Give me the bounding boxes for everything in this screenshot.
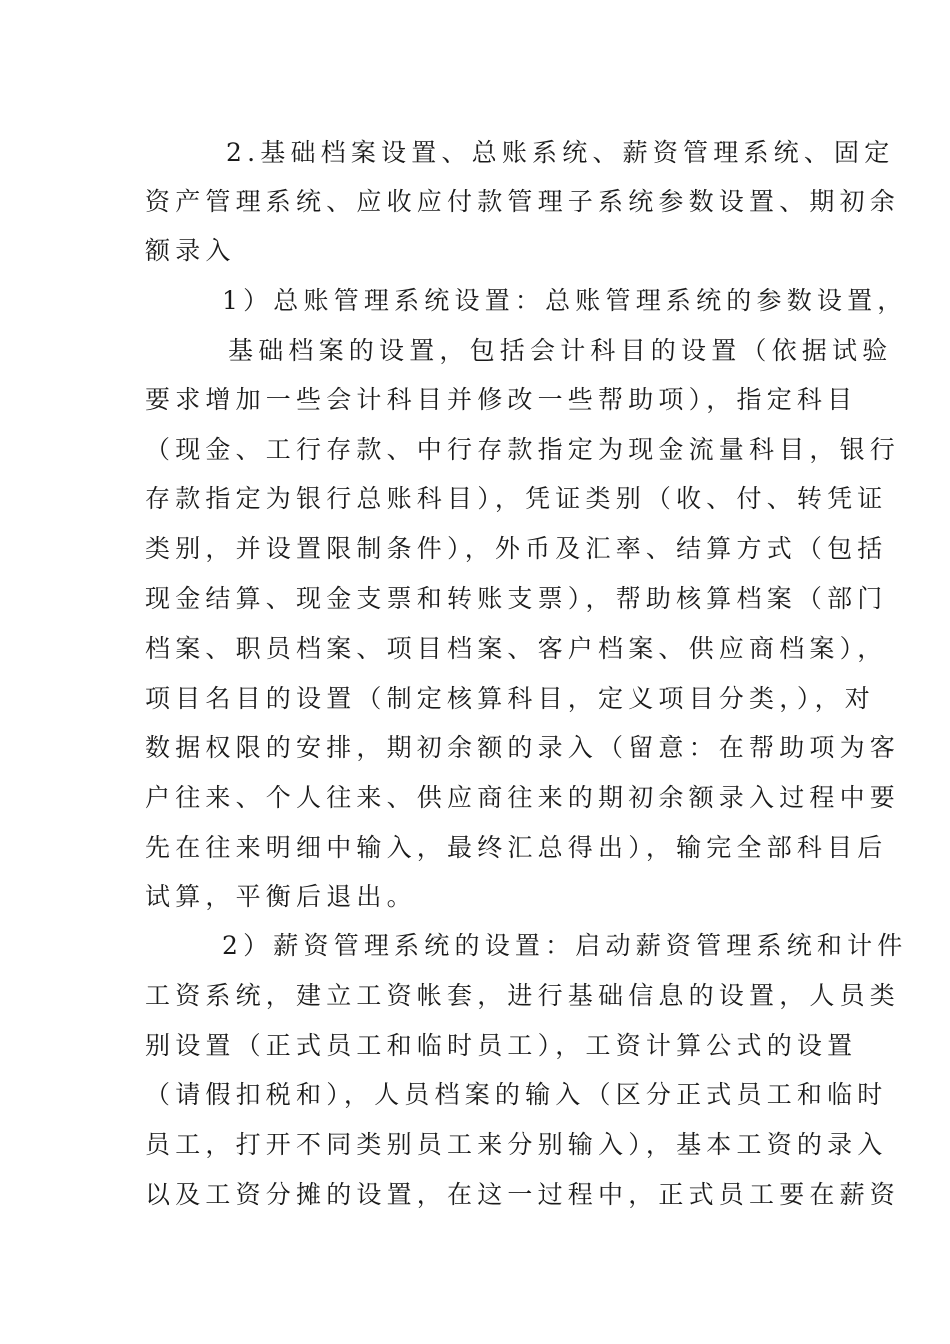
item1-line-4: 存款指定为银行总账科目），凭证类别（收、付、转凭证 [145, 484, 888, 513]
item2-line-1: 2）薪资管理系统的设置：启动薪资管理系统和计件 [222, 931, 908, 960]
section2-line-2: 资产管理系统、应收应付款管理子系统参数设置、期初余 [145, 187, 901, 216]
item1-line-10: 户往来、个人往来、供应商往来的期初余额录入过程中要 [145, 783, 901, 812]
section2-line-1: 2.基础档案设置、总账系统、薪资管理系统、固定 [226, 138, 895, 167]
item1-line-12: 试算，平衡后退出。 [145, 882, 417, 911]
item1-line-3: （现金、工行存款、中行存款指定为现金流量科目，银行 [145, 435, 901, 464]
item1-heading: 1）总账管理系统设置：总账管理系统的参数设置， [222, 286, 908, 315]
item1-line-6: 现金结算、现金支票和转账支票），帮助核算档案（部门 [145, 584, 888, 613]
item1-line-11: 先在往来明细中输入，最终汇总得出），输完全部科目后 [145, 833, 888, 862]
item1-line-2: 要求增加一些会计科目并修改一些帮助项），指定科目 [145, 385, 858, 414]
item1-line-9: 数据权限的安排，期初余额的录入（留意：在帮助项为客 [145, 733, 901, 762]
item1-line-8: 项目名目的设置（制定核算科目，定义项目分类，），对 [145, 684, 876, 713]
item1-line-5: 类别，并设置限制条件），外币及汇率、结算方式（包括 [145, 534, 888, 563]
item2-line-5: 员工，打开不同类别员工来分别输入），基本工资的录入 [145, 1130, 888, 1159]
item2-line-3: 别设置（正式员工和临时员工），工资计算公式的设置 [145, 1031, 858, 1060]
section2-line-3: 额录入 [145, 236, 236, 265]
item2-line-4: （请假扣税和），人员档案的输入（区分正式员工和临时 [145, 1080, 888, 1109]
item1-line-7: 档案、职员档案、项目档案、客户档案、供应商档案）， [145, 634, 888, 663]
item2-line-6: 以及工资分摊的设置，在这一过程中，正式员工要在薪资 [145, 1180, 901, 1209]
item1-line-1: 基础档案的设置，包括会计科目的设置（依据试验 [228, 336, 893, 365]
item2-line-2: 工资系统，建立工资帐套，进行基础信息的设置，人员类 [145, 981, 901, 1010]
